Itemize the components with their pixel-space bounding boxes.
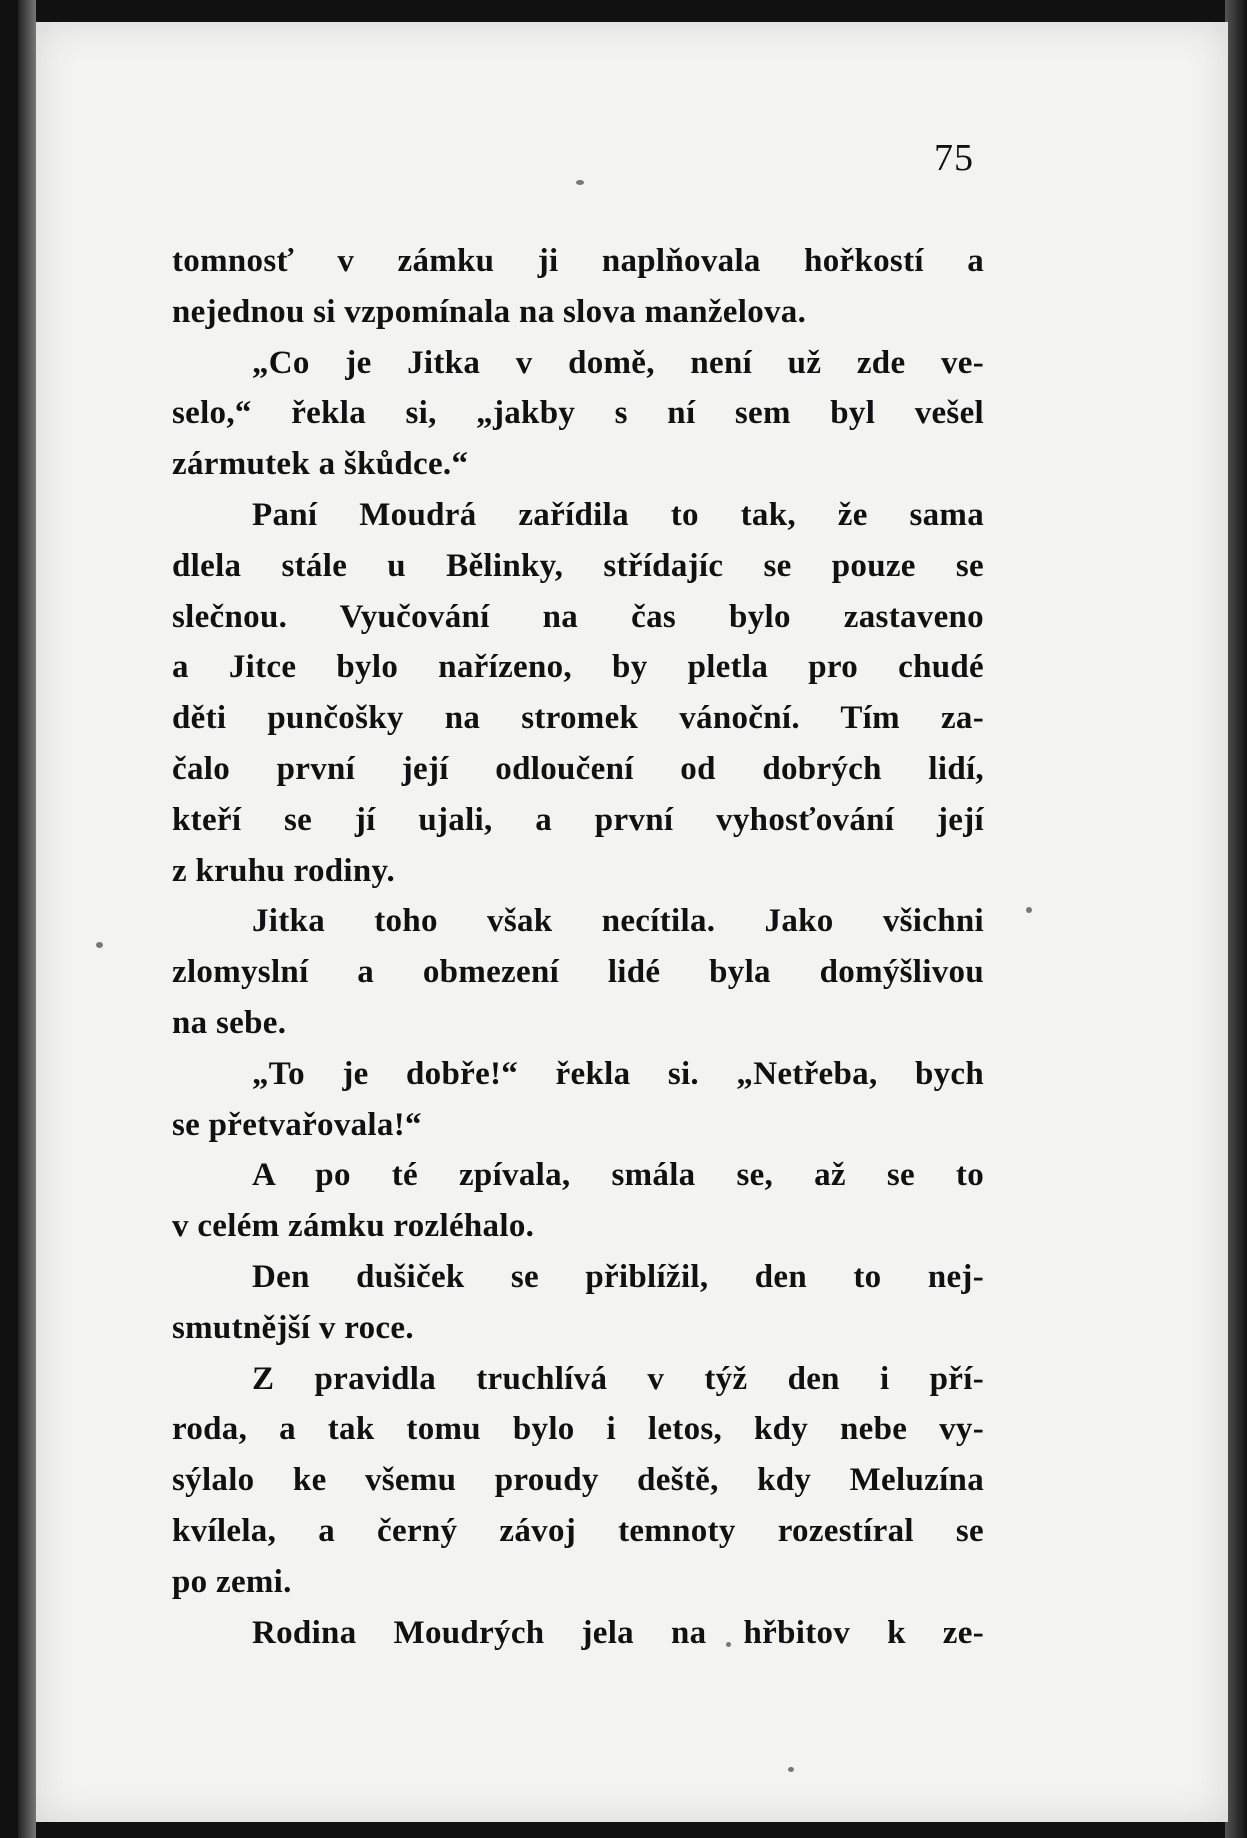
body-text bbox=[172, 236, 984, 1658]
text-line: a Jitce bylo nařízeno, by pletla pro chudé bbox=[172, 649, 984, 686]
text-line: A po té zpívala, smála se, až se to bbox=[252, 1157, 984, 1194]
text-line: zlomyslní a obmezení lidé byla domýšlivou bbox=[172, 954, 984, 991]
text-line: Den dušiček se přiblížil, den to nej- bbox=[252, 1258, 984, 1295]
ink-speck bbox=[788, 1767, 794, 1772]
text-line: kvílela, a černý závoj temnoty rozestíral se bbox=[172, 1512, 984, 1549]
text-line: selo,“ řekla si, „jakby s ní sem byl vešel bbox=[172, 395, 984, 432]
text-line: děti punčošky na stromek vánoční. Tím za- bbox=[172, 700, 984, 737]
text-line: smutnější v roce. bbox=[172, 1309, 414, 1346]
text-line: tomnosť v zámku ji naplňovala hořkostí a bbox=[172, 243, 984, 279]
page-number: 75 bbox=[934, 137, 974, 179]
text-line: se přetvařovala!“ bbox=[172, 1106, 422, 1143]
text-line: kteří se jí ujali, a první vyhosťování její bbox=[172, 801, 984, 838]
text-line: „To je dobře!“ řekla si. „Netřeba, bych bbox=[252, 1055, 984, 1092]
text-line: čalo první její odloučení od dobrých lidí, bbox=[172, 750, 984, 787]
ink-speck bbox=[1026, 907, 1032, 913]
text-line: na sebe. bbox=[172, 1004, 287, 1041]
text-line: dlela stále u Bělinky, střídajíc se pouze se bbox=[172, 547, 984, 584]
text-line: sýlalo ke všemu proudy deště, kdy Meluzína bbox=[172, 1462, 984, 1499]
binding-shadow bbox=[18, 0, 36, 1838]
ink-speck bbox=[576, 180, 584, 185]
text-line: nejednou si vzpomínala na slova manželova. bbox=[172, 293, 807, 330]
text-line: po zemi. bbox=[172, 1563, 292, 1600]
text-line: z kruhu rodiny. bbox=[172, 852, 396, 889]
text-line: Jitka toho však necítila. Jako všichni bbox=[252, 903, 984, 940]
text-line: roda, a tak tomu bylo i letos, kdy nebe vy- bbox=[172, 1411, 984, 1448]
text-line: Rodina Moudrých jela na hřbitov k ze- bbox=[252, 1614, 984, 1651]
ink-speck bbox=[96, 942, 103, 948]
text-line: „Co je Jitka v domě, není už zde ve- bbox=[252, 344, 984, 381]
text-line: slečnou. Vyučování na čas bylo zastaveno bbox=[172, 598, 984, 635]
text-line: zármutek a škůdce.“ bbox=[172, 446, 469, 483]
text-line: Paní Moudrá zařídila to tak, že sama bbox=[252, 496, 984, 533]
text-line: Z pravidla truchlívá v týž den i pří- bbox=[252, 1360, 984, 1397]
page-edge bbox=[1225, 0, 1247, 1838]
text-line: v celém zámku rozléhalo. bbox=[172, 1208, 535, 1245]
